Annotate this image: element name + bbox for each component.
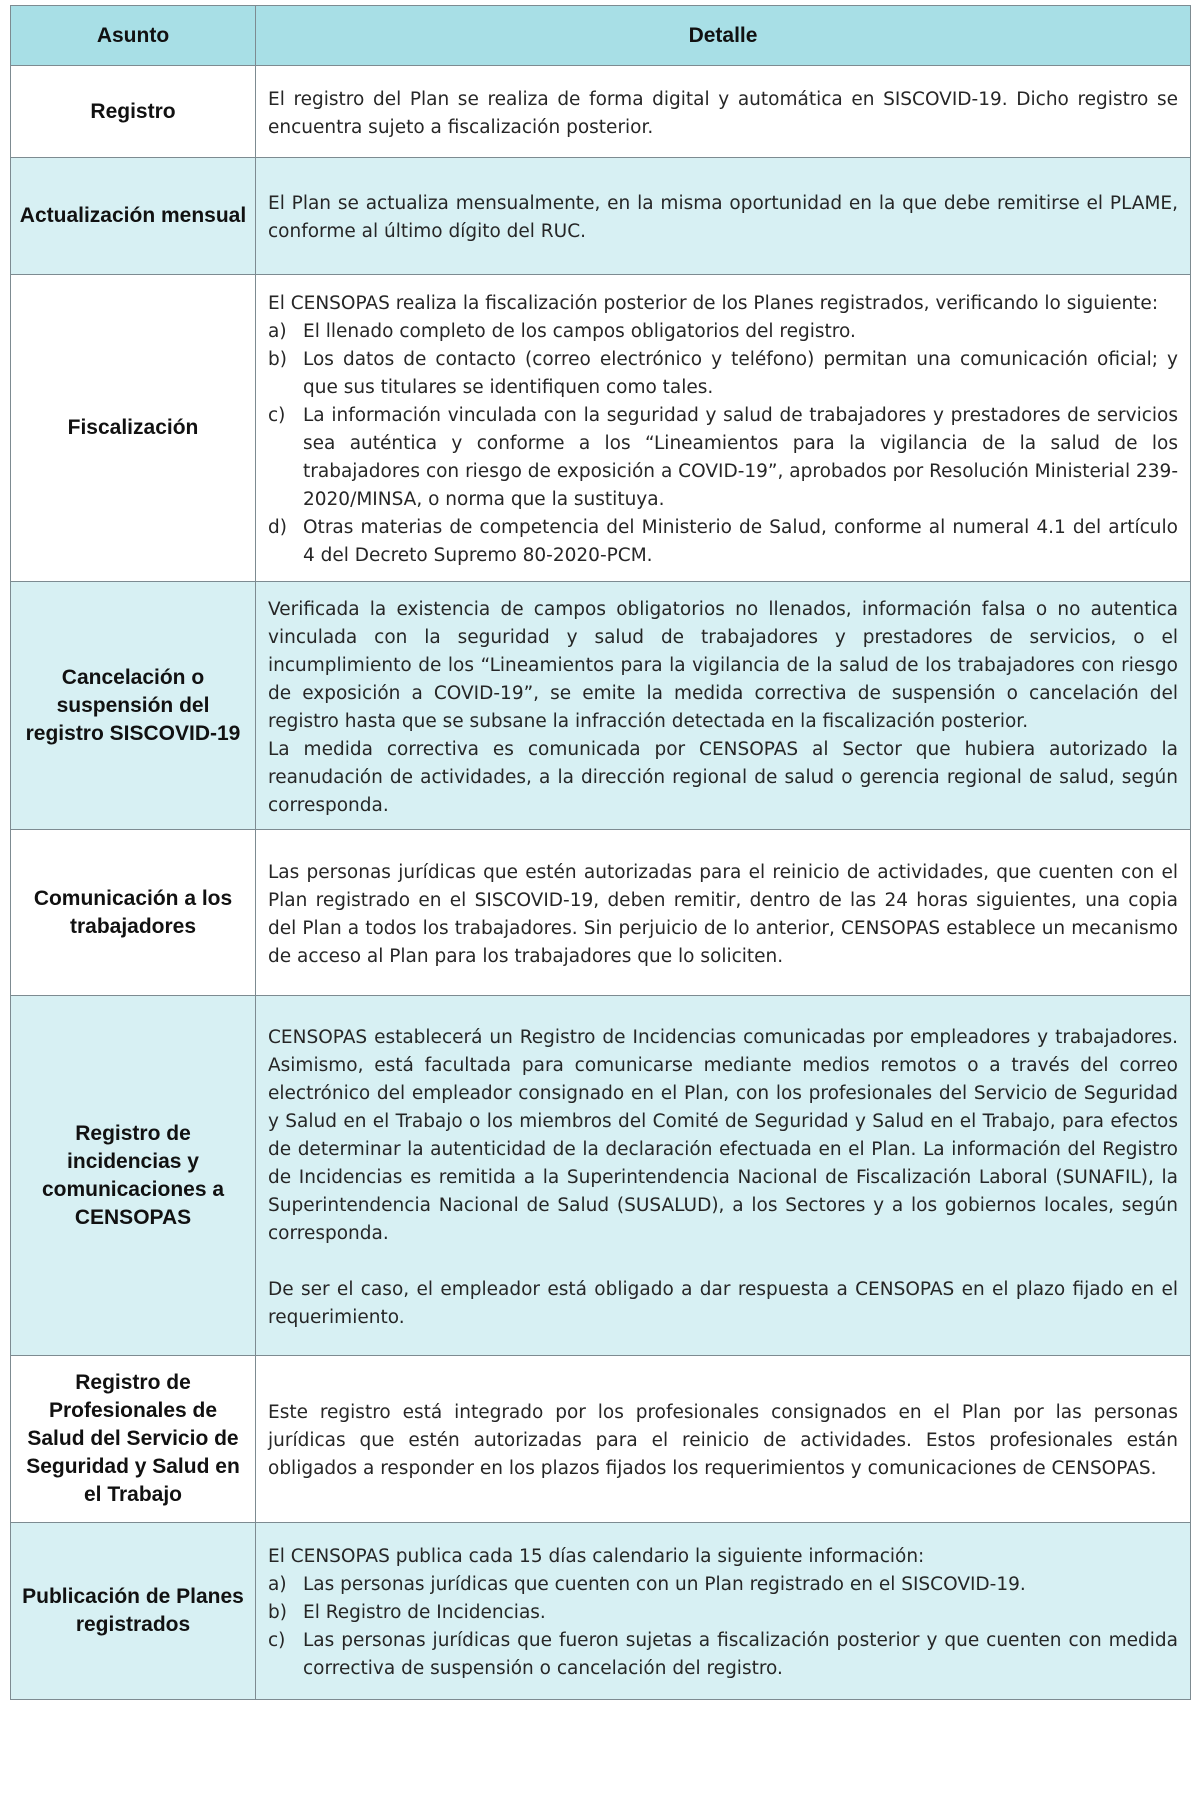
document-table-wrapper bbox=[10, 5, 1190, 1700]
list-item-text: El Registro de Incidencias. bbox=[303, 1602, 546, 1623]
list-item-text: El llenado completo de los campos obligatorios del registro. bbox=[303, 321, 856, 342]
row-subject: Actualización mensual bbox=[11, 158, 256, 275]
detail-paragraph: CENSOPAS establecerá un Registro de Incidencias comunicadas por empleadores y trabajadores. Asimismo, está facultada para comunicarse mediante medios remotos o a través del correo electrónico del empleador consignado en el Plan, con los profesionales del Servicio de Seguridad y Salud en el Trabajo o los miembros del Comité de Seguridad y Salud en el Trabajo, para efectos de determinar la autenticidad de la declaración efectuada en el Plan. La información del Registro de Incidencias es remitida a la Superintendencia Nacional de Fiscalización Laboral (SUNAFIL), la Superintendencia Nacional de Salud (SUSALUD), a los Sectores y a los gobiernos locales, según corresponda. bbox=[268, 1026, 1178, 1244]
list-item-letter: d) bbox=[268, 517, 287, 538]
list-item-letter: a) bbox=[268, 321, 287, 342]
detail-list-item bbox=[268, 1627, 1178, 1683]
list-item-text: Las personas jurídicas que fueron sujetas a fiscalización posterior y que cuenten con medida correctiva de suspensión o cancelación del registro. bbox=[303, 1630, 1178, 1679]
row-detail bbox=[256, 66, 1191, 158]
table-row bbox=[11, 1356, 1191, 1523]
row-subject: Registro bbox=[11, 66, 256, 158]
row-detail bbox=[256, 830, 1191, 996]
list-item-letter: a) bbox=[268, 1574, 287, 1595]
row-detail bbox=[256, 1356, 1191, 1523]
header-detail: Detalle bbox=[256, 6, 1191, 66]
list-item-letter: c) bbox=[268, 405, 286, 426]
table-row bbox=[11, 830, 1191, 996]
row-detail bbox=[256, 1523, 1191, 1700]
detail-paragraph: El CENSOPAS realiza la fiscalización posterior de los Planes registrados, verificando lo siguiente: bbox=[268, 293, 1159, 314]
table-header-row bbox=[11, 6, 1191, 66]
row-subject: Publicación de Planes registrados bbox=[11, 1523, 256, 1700]
header-subject: Asunto bbox=[11, 6, 256, 66]
detail-paragraph: El Plan se actualiza mensualmente, en la misma oportunidad en la que debe remitirse el PLAME, conforme al último dígito del RUC. bbox=[268, 193, 1178, 242]
row-subject: Registro de incidencias y comunicaciones a CENSOPAS bbox=[11, 996, 256, 1356]
table-row bbox=[11, 582, 1191, 830]
list-item-text: Los datos de contacto (correo electrónico y teléfono) permitan una comunicación oficial; y que sus titulares se identifiquen como tales. bbox=[303, 349, 1178, 398]
detail-paragraph: Este registro está integrado por los profesionales consignados en el Plan por las personas jurídicas que estén autorizadas para el reinicio de actividades. Estos profesionales están obligados a responder en los plazos fijados los requerimientos y comunicaciones de CENSOPAS. bbox=[268, 1402, 1178, 1479]
row-detail bbox=[256, 275, 1191, 582]
detail-list-item bbox=[268, 402, 1178, 514]
detail-paragraph: De ser el caso, el empleador está obligado a dar respuesta a CENSOPAS en el plazo fijado en el requerimiento. bbox=[268, 1278, 1178, 1328]
row-subject: Cancelación o suspensión del registro SISCOVID-19 bbox=[11, 582, 256, 830]
detail-list-item bbox=[268, 346, 1178, 402]
detail-paragraph: El CENSOPAS publica cada 15 días calendario la siguiente información: bbox=[268, 1546, 925, 1567]
table-row bbox=[11, 1523, 1191, 1700]
detail-paragraph: Verificada la existencia de campos obligatorios no llenados, información falsa o no autentica vinculada con la seguridad y salud de trabajadores y prestadores de servicios, o el incumplimiento de los “Lineamientos para la vigilancia de la salud de los trabajadores con riesgo de exposición a COVID-19”, se emite la medida correctiva de suspensión o cancelación del registro hasta que se subsane la infracción detectada en la fiscalización posterior. bbox=[268, 598, 1178, 732]
row-subject: Registro de Profesionales de Salud del Servicio de Seguridad y Salud en el Trabajo bbox=[11, 1356, 256, 1523]
list-item-text: La información vinculada con la seguridad y salud de trabajadores y prestadores de servicios sea auténtica y conforme a los “Lineamientos para la vigilancia de la salud de los trabajadores con riesgo de exposición a COVID-19”, aprobados por Resolución Ministerial 239- 2020/MINSA, o norma que la sustituya. bbox=[303, 405, 1178, 510]
detail-list-item bbox=[268, 1599, 1178, 1627]
detail-paragraph: La medida correctiva es comunicada por CENSOPAS al Sector que hubiera autorizado la reanudación de actividades, a la dirección regional de salud o gerencia regional de salud, según corresponda. bbox=[268, 738, 1178, 816]
row-detail bbox=[256, 996, 1191, 1356]
list-item-letter: b) bbox=[268, 1602, 287, 1623]
table-row bbox=[11, 158, 1191, 275]
detail-list-item bbox=[268, 1571, 1178, 1599]
list-item-text: Las personas jurídicas que cuenten con un Plan registrado en el SISCOVID-19. bbox=[303, 1574, 1026, 1595]
detail-paragraph: El registro del Plan se realiza de forma digital y automática en SISCOVID-19. Dicho registro se encuentra sujeto a fiscalización posterior. bbox=[268, 88, 1178, 138]
row-detail bbox=[256, 158, 1191, 275]
table-body bbox=[11, 66, 1191, 1700]
detail-list-item bbox=[268, 514, 1178, 570]
row-detail bbox=[256, 582, 1191, 830]
list-item-letter: b) bbox=[268, 349, 287, 370]
table-row bbox=[11, 66, 1191, 158]
list-item-text: Otras materias de competencia del Ministerio de Salud, conforme al numeral 4.1 del artículo 4 del Decreto Supremo 80-2020-PCM. bbox=[303, 517, 1178, 566]
row-subject: Fiscalización bbox=[11, 275, 256, 582]
list-item-letter: c) bbox=[268, 1630, 286, 1651]
table-row bbox=[11, 275, 1191, 582]
table-row bbox=[11, 996, 1191, 1356]
detail-list-item bbox=[268, 318, 1178, 346]
row-subject: Comunicación a los trabajadores bbox=[11, 830, 256, 996]
info-table bbox=[10, 5, 1191, 1700]
detail-paragraph: Las personas jurídicas que estén autorizadas para el reinicio de actividades, que cuenten con el Plan registrado en el SISCOVID-19, deben remitir, dentro de las 24 horas siguientes, una copia del Plan a todos los trabajadores. Sin perjuicio de lo anterior, CENSOPAS establece un mecanismo de acceso al Plan para los trabajadores que lo soliciten. bbox=[268, 861, 1178, 967]
